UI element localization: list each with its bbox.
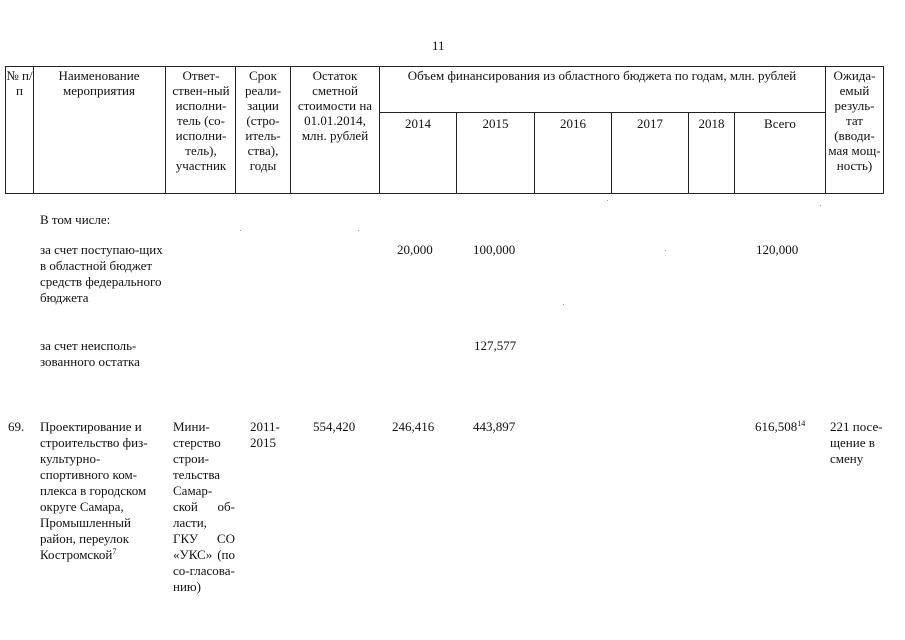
header-result: Ожида-емый резуль-тат (вводи-мая мощ-ность): [828, 68, 881, 173]
header-remainder: Остаток сметной стоимости на 01.01.2014, млн. рублей: [297, 68, 373, 143]
including-label: В том числе:: [40, 212, 111, 227]
header-year-2015: 2015: [482, 116, 509, 131]
federal-row-label: за счет поступаю-щих в областной бюджет средств федерального бюджета: [40, 242, 163, 305]
header-num: № п/п: [6, 68, 33, 98]
header-total: Всего: [764, 116, 796, 131]
table-header: [5, 66, 883, 194]
federal-2014-value: 20,000: [397, 242, 433, 257]
scan-speck: [358, 230, 359, 231]
item69-2015-value: 443,897: [473, 419, 516, 434]
item69-name: [40, 419, 166, 563]
header-year-2016: 2016: [560, 116, 586, 131]
federal-total-value: 120,000: [756, 242, 799, 257]
item69-number: 69.: [8, 419, 25, 434]
header-year-2014: 2014: [405, 116, 431, 131]
header-funding: Объем финансирования из областного бюджета по годам, млн. рублей: [407, 68, 797, 83]
header-name: Наименование мероприятия: [58, 68, 140, 98]
item69-remainder: 554,420: [313, 419, 356, 434]
header-year-2018: 2018: [698, 116, 725, 131]
scan-speck: [563, 304, 564, 305]
scan-speck: [607, 200, 608, 201]
scan-speck: [665, 250, 666, 251]
item69-name-text: Проектирование и строительство физ-культурно-спортивного ком-плекса в городском округе Самара, Промышленный район, переулок Костромской: [40, 419, 148, 562]
scan-speck: [240, 230, 241, 231]
item69-total-value: 616,508: [755, 419, 798, 434]
unused-row-label: за счет неисполь-зованного остатка: [40, 338, 140, 369]
item69-total-footnote: 14: [797, 419, 806, 428]
scan-speck: [820, 205, 821, 206]
item69-result: 221 посе-щение в смену: [830, 419, 883, 466]
item69-2014-value: 246,416: [392, 419, 435, 434]
federal-2015-value: 100,000: [473, 242, 516, 257]
item69-name-footnote: 7: [112, 547, 117, 556]
item69-total: [755, 419, 805, 435]
item69-term: 2011-2015: [250, 419, 280, 450]
item69-executor: Мини-стерство строи-тельства Самар-ской об-ласти, ГКУ СО «УКС» (по со-гласова-нию): [173, 419, 235, 594]
header-executor: Ответ-ствен-ный исполни-тель (со-исполни-тель), участник: [172, 68, 230, 173]
header-year-2017: 2017: [637, 116, 663, 131]
page-number: 11: [432, 38, 445, 53]
unused-2015-value: 127,577: [474, 338, 517, 353]
header-term: Срок реали-зации (стро-итель-ства), годы: [244, 68, 282, 173]
